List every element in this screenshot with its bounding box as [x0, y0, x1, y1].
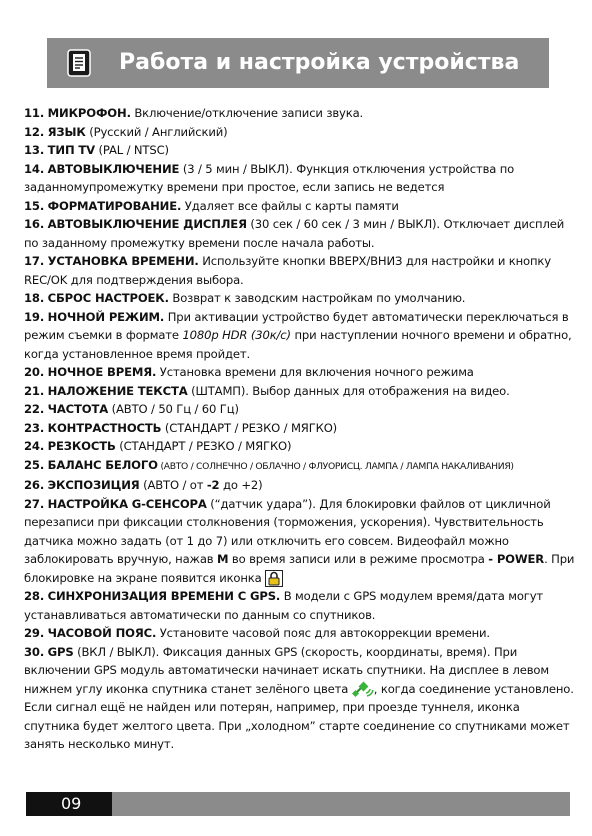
- item-text: Установите часовой пояс для автокоррекции времени.: [156, 626, 490, 640]
- item-number: 23.: [24, 420, 45, 435]
- list-item: [24, 197, 576, 216]
- list-item: [24, 363, 576, 382]
- item-title: ЯЗЫК: [47, 124, 86, 139]
- item-text: (30 сек / 60 сек / 3 мин / ВЫКЛ). Отключает дисплей по заданному промежутку времени после начала работы.: [24, 217, 565, 250]
- item-number: 21.: [24, 383, 45, 398]
- page-header: [47, 38, 549, 88]
- item-number: 18.: [24, 291, 45, 305]
- item-number: 24.: [24, 439, 45, 453]
- item-number: 25.: [24, 457, 45, 472]
- list-item: [24, 141, 576, 160]
- item-title: ЭКСПОЗИЦИЯ: [47, 478, 140, 492]
- item-text: Возврат к заводским настройкам по умолчанию.: [168, 291, 466, 305]
- page-number: 09: [61, 794, 82, 813]
- list-item: [24, 252, 576, 289]
- item-number: 16.: [24, 217, 45, 231]
- item-number: 15.: [24, 198, 45, 213]
- list-item: [24, 382, 576, 401]
- item-title: ЧАСТОТА: [47, 402, 109, 416]
- footer-bar: [112, 792, 570, 816]
- item-text: (АВТО / СОЛНЕЧНО / ОБЛАЧНО / ФЛУОРИСЦ. ЛАМПА / ЛАМПА НАКАЛИВАНИЯ): [157, 460, 514, 472]
- list-item: [24, 160, 576, 197]
- item-title: УСТАНОВКА ВРЕМЕНИ.: [47, 254, 199, 268]
- item-text: при наступлении ночного времени и обратно, когда установленное время пройдет.: [24, 328, 572, 361]
- item-text: В модели с GPS модулем время/дата могут устанавливаться автоматически по данным со спутников.: [24, 589, 544, 622]
- item-title: АВТОВЫКЛЮЧЕНИЕ ДИСПЛЕЯ: [47, 217, 247, 231]
- item-number: 28.: [24, 589, 45, 603]
- item-text: При активации устройство будет автоматически переключаться в режим съемки в формате: [24, 309, 569, 342]
- item-title: РЕЗКОСТЬ: [47, 439, 116, 453]
- list-item: [24, 476, 576, 495]
- item-title: СБРОС НАСТРОЕК.: [47, 291, 169, 305]
- item-title: МИКРОФОН.: [47, 106, 131, 120]
- item-title: НОЧНОЙ РЕЖИМ.: [47, 309, 165, 324]
- item-title: ТИП TV: [47, 143, 95, 157]
- item-bold: - POWER: [488, 552, 545, 566]
- item-number: 22.: [24, 402, 45, 416]
- list-item: [24, 624, 576, 643]
- document-icon: [67, 49, 91, 77]
- item-title: КОНТРАСТНОСТЬ: [47, 420, 162, 435]
- item-text: (3 / 5 мин / ВЫКЛ). Функция отключения устройства по заданномупромежутку времени при простое, если запись не ведется: [24, 161, 515, 194]
- item-bold: M: [217, 552, 229, 566]
- item-text: Установка времени для включения ночного режима: [156, 365, 474, 379]
- item-text: (АВТО / 50 Гц / 60 Гц): [108, 402, 239, 416]
- list-item: [24, 308, 576, 364]
- item-number: 13.: [24, 143, 45, 157]
- item-title: GPS: [47, 644, 74, 659]
- item-title: БАЛАНС БЕЛОГО: [47, 457, 158, 472]
- list-item: [24, 587, 576, 624]
- page-title: Работа и настройка устройства: [119, 50, 520, 75]
- item-number: 12.: [24, 124, 45, 139]
- list-item: [24, 123, 576, 142]
- item-number: 29.: [24, 626, 45, 640]
- item-text: (“датчик удара”). Для блокировки файлов от цикличной перезаписи при фиксации столкновения (торможения, ускорения). Чувствительность датчика можно задать (от 1 до 7) или отключить его совсем. Видеофайл можно заблокировать вручную, нажав: [24, 496, 551, 566]
- list-item: [24, 104, 576, 123]
- item-title: АВТОВЫКЛЮЧЕНИЕ: [47, 161, 180, 176]
- item-title: ФОРМАТИРОВАНИЕ.: [47, 198, 182, 213]
- item-title: СИНХРОНИЗАЦИЯ ВРЕМЕНИ С GPS.: [47, 589, 281, 603]
- list-item: [24, 215, 576, 252]
- item-text: (СТАНДАРТ / РЕЗКО / МЯГКО): [161, 420, 338, 435]
- item-number: 11.: [24, 106, 45, 120]
- item-bold: -2: [206, 478, 220, 492]
- item-number: 14.: [24, 161, 45, 176]
- list-item: [24, 437, 576, 456]
- item-format: 1080p HDR (30к/с): [182, 328, 291, 342]
- item-text: (ВКЛ / ВЫКЛ). Фиксация данных GPS (скорость, координаты, время). При включении GPS модуль автоматически начинает искать спутники. На дисплее в левом нижнем углу иконка спутника станет зелёного цвета: [24, 644, 549, 696]
- item-text: Удаляет все файлы с карты памяти: [181, 198, 399, 213]
- item-text: во время записи или в режиме просмотра: [228, 552, 489, 566]
- item-text: до +2): [219, 478, 263, 492]
- item-text: (ШТАМП). Выбор данных для отображения на видео.: [187, 383, 510, 398]
- list-item: [24, 400, 576, 419]
- item-title: НОЧНОЕ ВРЕМЯ.: [47, 365, 157, 379]
- item-text: Включение/отключение записи звука.: [130, 106, 364, 120]
- list-item: [24, 289, 576, 308]
- item-number: 27.: [24, 496, 45, 511]
- item-text: (СТАНДАРТ / РЕЗКО / МЯГКО): [115, 439, 292, 453]
- item-number: 20.: [24, 365, 45, 379]
- list-item: [24, 643, 576, 754]
- item-text: Используйте кнопки ВВЕРХ/ВНИЗ для настройки и кнопку REC/OK для подтверждения выбора.: [24, 254, 551, 287]
- item-title: НАСТРОЙКА G-СЕНСОРА: [47, 496, 207, 511]
- item-title: НАЛОЖЕНИЕ ТЕКСТА: [47, 383, 188, 398]
- lock-icon: [265, 570, 283, 587]
- list-item: [24, 456, 576, 477]
- satellite-icon: [352, 680, 374, 698]
- item-number: 17.: [24, 254, 45, 268]
- item-text: , когда соединение установлено. Если сигнал ещё не найден или потерян, например, при проезде туннеля, иконка спутника будет желтого цвета. При „холодном” старте соединение со спутниками может занять несколько минут.: [24, 681, 574, 751]
- item-number: 26.: [24, 478, 45, 492]
- item-text: (Русский / Английский): [85, 124, 228, 139]
- item-number: 19.: [24, 309, 45, 324]
- item-text: (PAL / NTSC): [94, 143, 169, 157]
- item-text: . При блокировке на экране появится иконка: [24, 552, 575, 585]
- item-number: 30.: [24, 644, 45, 659]
- list-item: [24, 419, 576, 438]
- settings-list: [24, 104, 576, 754]
- item-text: (АВТО / от: [139, 478, 207, 492]
- item-title: ЧАСОВОЙ ПОЯС.: [47, 626, 157, 640]
- list-item: [24, 495, 576, 588]
